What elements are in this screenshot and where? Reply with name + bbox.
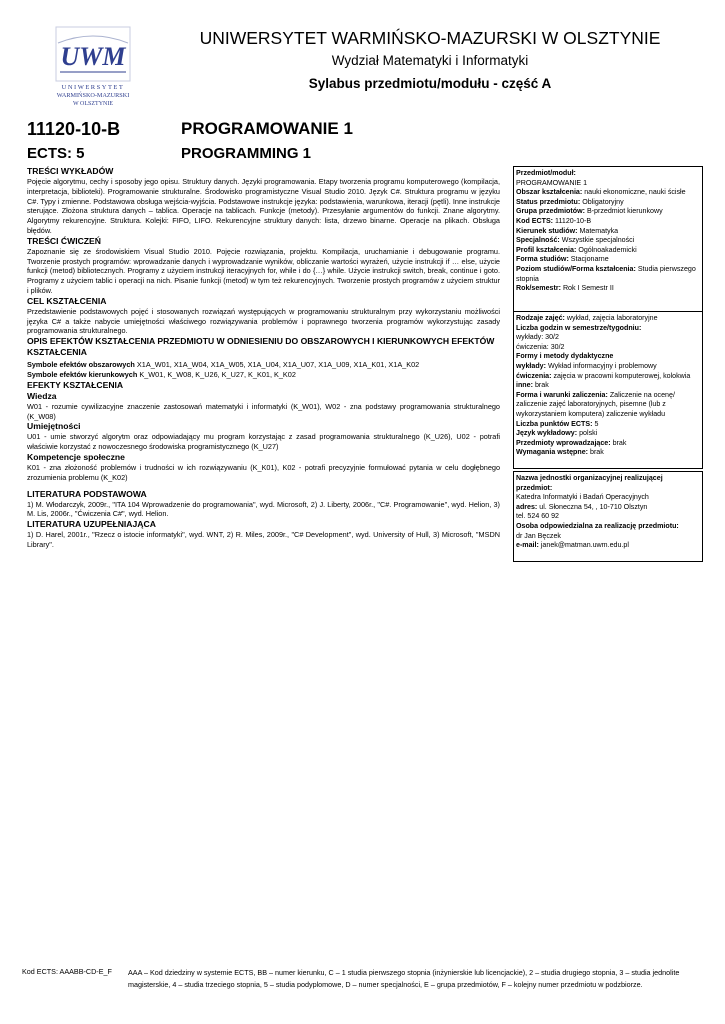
info-status: Status przedmiotu: Obligatoryjny (516, 197, 624, 206)
svg-text:W OLSZTYNIE: W OLSZTYNIE (72, 101, 114, 107)
unit-info-box (513, 471, 703, 562)
info-area: Obszar kształcenia: nauki ekonomiczne, nauki ścisłe (516, 188, 686, 197)
info-year: Rok/semestr: Rok I Semestr II (516, 284, 614, 293)
svg-text:UNIWERSYTET: UNIWERSYTET (61, 84, 125, 91)
skills-heading: Umiejętności (27, 421, 81, 432)
syllabus-title: Sylabus przedmiotu/modułu - część A (308, 76, 552, 91)
info-language: Język wykładowy: polski (516, 429, 598, 438)
info-profile: Profil kształcenia: Ogólnoakademicki (516, 245, 637, 254)
knowledge-text: W01 - rozumie cywilizacyjne znaczenie zastosowań matematyki i informatyki (K_W01), W02 - zna podstawy programowania strukturalnego (K_W08) (27, 401, 500, 421)
lectures-heading: TREŚCI WYKŁADÓW (27, 166, 114, 176)
classes-info-box (513, 311, 703, 469)
info-direction: Kierunek studiów: Matematyka (516, 226, 619, 235)
info-exercise-method: ćwiczenia: zajęcia w pracowni komputerowej, kolokwia (516, 371, 691, 380)
info-level: Poziom studiów/Forma kształcenia: Studia pierwszego stopnia (516, 264, 696, 283)
exercises-heading: TREŚCI ĆWICZEŃ (27, 235, 101, 246)
course-ects: ECTS: 5 (27, 145, 85, 162)
supplementary-literature-text: 1) D. Harel, 2001r., "Rzecz o istocie informatyki", wyd. WNT, 2) R. Miles, 2009r., "C# Development", wyd. University of Hull, 3) Microsoft, "MSDN Library". (27, 530, 500, 549)
course-title: PROGRAMOWANIE 1 (181, 119, 353, 138)
logo-emblem-icon (50, 25, 136, 110)
info-specialty: Specjalność: Wszystkie specjalności (516, 236, 635, 245)
footer-legend: AAA – Kod dziedziny w systemie ECTS, BB – numer kierunku, C – 1 studia pierwszego stopnia (inżynierskie lub licencjackie), 2 – studia drugiego stopnia, 3 – studia jednolite magisterskie, 4 – studia trzeciego stopnia, 5 – studia podyplomowe, D – numer specjalności, E – grupa przedmiotów, F – kolejny numer przedmiotu w podzbiorze. (128, 968, 680, 989)
info-email: e-mail: janek@matman.uwm.edu.pl (516, 541, 629, 550)
course-info-box (513, 166, 703, 312)
info-class-types: Rodzaje zajęć: wykład, zajęcia laboratoryjne (516, 314, 658, 322)
area-symbols: Symbole efektów obszarowych X1A_W01, X1A_W04, X1A_W05, X1A_U04, X1A_U07, X1A_U09, X1A_K01, X1A_K02 (27, 360, 420, 370)
info-ects-points: Liczba punktów ECTS: 5 (516, 419, 599, 428)
faculty-name: Wydział Matematyki i Informatyki (331, 53, 529, 68)
info-unit-name: Katedra Informatyki i Badań Operacyjnych (516, 493, 649, 502)
exercises-text: Zapoznanie się ze środowiskiem Visual Studio 2010. Pojęcie rozwiązania, projektu. Kompilacja, uruchamianie i debugowanie programu. Tworzenie prostych programów: wprowadzanie danych i wyprowadzanie wyników, obliczanie wartości wyrażeń, użycie instrukcji if … else, użycie funkcji (metod) bibliotecznych. Programy z użyciem instrukcji iteracyjnych for, while i do {…} while. Użycie instrukcji switch, break, continue i goto. Programy z użyciem tablic i operacji na nich. Pisanie funkcji (metod) w tym też rekurencyjnych. Tworzenie prostych programów z użyciem struktur i plików. (27, 246, 500, 295)
basic-literature-text: 1) M. Włodarczyk, 2009r., "ITA 104 Wprowadzenie do programowania", wyd. Microsoft, 2) J. Liberty, 2006r., "C#. Programowanie", wyd. Helion, 3) M. Lis, 2006r., "Ćwiczenia C#", wyd. Helion. (27, 499, 500, 519)
university-name: UNIWERSYTET WARMIŃSKO-MAZURSKI W OLSZTYNIE (199, 28, 661, 48)
lectures-text: Pojęcie algorytmu, cechy i sposoby jego opisu. Struktury danych. Języki programowania. Etapy tworzenia programu komputerowego (kompilacja, interpretacja, biblioteki). Programowanie strukturalne. Środowisko programistyczne Visual Studio 2010. Język C#. Struktura programu w języku C#. Typy i zmienne. Podstawowa obsługa wejścia-wyjścia. Podstawowe instrukcje języka: podstawienia, warunkowa, iteracji (pętli). Inne instrukcje sterujące. Złożona struktura danych – tablica. Operacje na tablicach. Funkcje (metody). Przesyłanie argumentów do funkcji. Znane algorytmy. Algorytmy rekurencyjne. Struktura. Kolejki: FIFO, LIFO. Rekurencyjne struktury danych: lista, drzewo binarne. Operacje na plikach. Obsługa błędów. (27, 177, 500, 235)
info-phone: tel. 524 60 92 (516, 512, 559, 521)
info-requirements: Wymagania wstępne: brak (516, 448, 604, 457)
svg-text:UWM: UWM (60, 42, 126, 71)
info-lecture-method: wykłady: Wykład informacyjny i problemowy (516, 361, 657, 370)
info-prerequisite-courses: Przedmioty wprowadzające: brak (516, 438, 627, 447)
outcomes-description-heading: OPIS EFEKTÓW KSZTAŁCENIA PRZEDMIOTU W ODNIESIENIU DO OBSZAROWYCH I KIERUNKOWYCH EFEKTÓW KSZTAŁCENIA (27, 336, 495, 358)
info-subject: Przedmiot/moduł: PROGRAMOWANIE 1 (516, 169, 588, 187)
info-methods-label: Formy i metody dydaktyczne (516, 352, 614, 361)
goal-heading: CEL KSZTAŁCENIA (27, 295, 107, 306)
main-content (27, 166, 500, 550)
info-hours-label: Liczba godzin w semestrze/tygodniu: (516, 323, 642, 332)
effects-heading: EFEKTY KSZTAŁCENIA (27, 379, 124, 390)
direction-symbols: Symbole efektów kierunkowych K_W01, K_W08, K_U26, K_U27, K_K01, K_K02 (27, 369, 296, 379)
info-assessment: Forma i warunki zaliczenia: Zaliczenie na ocenę/ zaliczenie zajęć laboratoryjnych, pisemne (lub z wykorzystaniem komputera) zaliczenie wykładu (516, 390, 675, 418)
info-responsible-name: dr Jan Bęczek (516, 531, 561, 540)
info-study-form: Forma studiów: Stacjonarne (516, 255, 609, 264)
goal-text: Przedstawienie podstawowych pojęć i stosowanych rozwiązań występujących w programowaniu strukturalnym przy wykorzystaniu możliwości języka C# a także nabycie umiejętności właściwego rozwiązywania problemów i poprawnego tworzenia programów wykorzystując zasady programowania strukturalnego. (27, 306, 500, 336)
social-heading: Kompetencje społeczne (27, 451, 125, 462)
course-title-en: PROGRAMMING 1 (181, 145, 312, 162)
basic-literature-heading: LITERATURA PODSTAWOWA (27, 488, 147, 499)
info-address: adres: ul. Słoneczna 54, , 10-710 Olsztyn (516, 502, 648, 511)
info-unit-label: Nazwa jednostki organizacyjnej realizującej przedmiot: (516, 474, 663, 492)
info-lecture-hours: wykłady: 30/2 (516, 333, 559, 342)
info-exercise-hours: ćwiczenia: 30/2 (516, 342, 565, 351)
course-code: 11120-10-B (27, 119, 121, 139)
info-ects-code: Kod ECTS: 11120-10-B (516, 216, 592, 225)
supplementary-literature-heading: LITERATURA UZUPEŁNIAJĄCA (27, 519, 156, 530)
info-group: Grupa przedmiotów: B-przedmiot kierunkowy (516, 207, 663, 216)
email-link[interactable]: janek@matman.uwm.edu.pl (540, 541, 629, 550)
info-other-method: inne: brak (516, 381, 549, 390)
footer-ects-code: Kod ECTS: AAABB-CD-E_F (22, 967, 112, 976)
skills-text: U01 - umie stworzyć algorytm oraz odpowiadający mu program korzystając z zasad programowania strukturalnego (K_U26), U02 - potrafi właściwie korzystać z nowoczesnego środowiska programistycznego (K_U27) (27, 432, 500, 452)
university-logo (50, 25, 136, 110)
knowledge-heading: Wiedza (27, 390, 57, 401)
social-text: K01 - zna złożoność problemów i trudności w ich rozwiązywaniu (K_K01), K02 - potrafi precyzyjnie formułować pytania w celu dogłębnego zrozumienia problemu (K_K02) (27, 462, 500, 482)
svg-text:WARMIŃSKO-MAZURSKI: WARMIŃSKO-MAZURSKI (56, 92, 130, 99)
info-responsible-label: Osoba odpowiedzialna za realizację przedmiotu: (516, 521, 679, 530)
